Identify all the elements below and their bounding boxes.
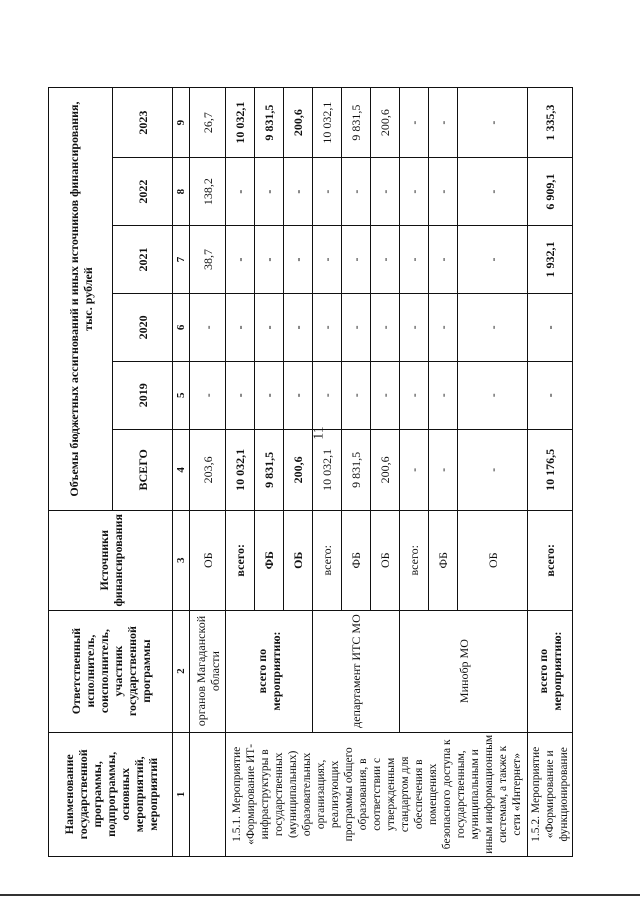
header-year: 2022 — [113, 158, 173, 226]
total-cell: - — [400, 429, 429, 510]
page-number: 11 — [311, 426, 327, 440]
value-cell: 26,7 — [190, 88, 226, 158]
value-cell: - — [400, 293, 429, 361]
header-funding-group: Объемы бюджетных ассигнований и иных источников финансирования, тыс. рублей — [49, 88, 113, 511]
value-cell: - — [371, 361, 400, 429]
value-cell: - — [284, 158, 313, 226]
value-cell: - — [255, 226, 284, 294]
value-cell: - — [284, 293, 313, 361]
value-cell: - — [313, 226, 342, 294]
name-cell-empty — [190, 732, 226, 856]
column-number: 6 — [173, 293, 190, 361]
executor-cell: всего по мероприятию: — [226, 610, 313, 732]
value-cell: - — [284, 226, 313, 294]
value-cell: 9 831,5 — [255, 88, 284, 158]
value-cell: - — [429, 88, 458, 158]
value-cell: 200,6 — [284, 88, 313, 158]
column-number: 2 — [173, 610, 190, 732]
header-executor: Ответственный исполнитель, соисполнитель, участник государственной программы — [49, 610, 173, 732]
total-cell: 10 032,1 — [313, 429, 342, 510]
value-cell: - — [342, 293, 371, 361]
total-cell: 9 831,5 — [255, 429, 284, 510]
value-cell: - — [429, 226, 458, 294]
value-cell: - — [255, 293, 284, 361]
value-cell: 38,7 — [190, 226, 226, 294]
table-row — [190, 88, 226, 857]
total-cell: - — [429, 429, 458, 510]
value-cell: 10 032,1 — [313, 88, 342, 158]
value-cell: - — [528, 293, 573, 361]
budget-table-container — [48, 87, 593, 857]
source-cell: ОБ — [190, 511, 226, 611]
header-total: ВСЕГО — [113, 429, 173, 510]
value-cell: 9 831,5 — [342, 88, 371, 158]
value-cell: 138,2 — [190, 158, 226, 226]
source-cell: ОБ — [284, 511, 313, 611]
column-number: 1 — [173, 732, 190, 856]
column-number-row — [173, 88, 190, 857]
value-cell: - — [313, 158, 342, 226]
value-cell: - — [342, 361, 371, 429]
total-cell: 9 831,5 — [342, 429, 371, 510]
value-cell: - — [458, 361, 528, 429]
value-cell: - — [190, 293, 226, 361]
source-cell: ОБ — [371, 511, 400, 611]
header-year: 2021 — [113, 226, 173, 294]
column-number: 8 — [173, 158, 190, 226]
total-cell: 200,6 — [284, 429, 313, 510]
value-cell: - — [371, 158, 400, 226]
source-cell: ФБ — [429, 511, 458, 611]
value-cell: - — [226, 361, 255, 429]
source-cell: всего: — [528, 511, 573, 611]
value-cell: - — [255, 361, 284, 429]
column-number: 9 — [173, 88, 190, 158]
source-cell: всего: — [313, 511, 342, 611]
executor-cell: всего по мероприятию: — [528, 610, 573, 732]
value-cell: - — [342, 226, 371, 294]
total-cell: 10 176,5 — [528, 429, 573, 510]
value-cell: - — [458, 226, 528, 294]
column-number: 7 — [173, 226, 190, 294]
executor-cell: органов Магаданской области — [190, 610, 226, 732]
value-cell: - — [313, 361, 342, 429]
column-number: 3 — [173, 511, 190, 611]
source-cell: ФБ — [342, 511, 371, 611]
value-cell: 200,6 — [371, 88, 400, 158]
total-cell: - — [458, 429, 528, 510]
executor-cell: департамент ИТС МО — [313, 610, 400, 732]
measure-name-cell: 1.5.2. Мероприятие «Формирование и функционирование — [528, 732, 573, 856]
total-cell: 200,6 — [371, 429, 400, 510]
value-cell: - — [400, 361, 429, 429]
source-cell: ФБ — [255, 511, 284, 611]
value-cell: - — [429, 158, 458, 226]
value-cell: - — [458, 158, 528, 226]
value-cell: 1 932,1 — [528, 226, 573, 294]
column-number: 4 — [173, 429, 190, 510]
header-year: 2020 — [113, 293, 173, 361]
value-cell: - — [226, 226, 255, 294]
value-cell: - — [342, 158, 371, 226]
value-cell: - — [371, 226, 400, 294]
value-cell: - — [371, 293, 400, 361]
value-cell: - — [458, 88, 528, 158]
value-cell: - — [284, 361, 313, 429]
total-cell: 10 032,1 — [226, 429, 255, 510]
source-cell: всего: — [226, 511, 255, 611]
table-row — [226, 88, 255, 857]
column-number: 5 — [173, 361, 190, 429]
value-cell: - — [400, 88, 429, 158]
total-cell: 203,6 — [190, 429, 226, 510]
executor-cell: Минобр МО — [400, 610, 528, 732]
source-cell: всего: — [400, 511, 429, 611]
value-cell: - — [400, 158, 429, 226]
header-year: 2023 — [113, 88, 173, 158]
header-source: Источники финансирования — [49, 511, 173, 611]
value-cell: - — [190, 361, 226, 429]
value-cell: - — [313, 293, 342, 361]
value-cell: - — [429, 361, 458, 429]
value-cell: 1 335,3 — [528, 88, 573, 158]
value-cell: 6 909,1 — [528, 158, 573, 226]
value-cell: - — [400, 226, 429, 294]
value-cell: - — [528, 361, 573, 429]
value-cell: - — [429, 293, 458, 361]
header-name: Наименование государственной программы, подпрограммы, основных мероприятий, мероприятий — [49, 732, 173, 856]
budget-table — [48, 87, 573, 857]
value-cell: - — [255, 158, 284, 226]
value-cell: - — [226, 293, 255, 361]
table-row — [528, 88, 573, 857]
measure-name-cell: 1.5.1. Мероприятие «Формирование ИТ-инфраструктуры в государственных (муниципальных) образовательных организациях, реализующих программы общего образования, в соответствии с утвержденным стандартом для обеспечения в помещениях безопасного доступа к государственным, муниципальным и иным информационным системам, а также к сети «Интернет» — [226, 732, 528, 856]
value-cell: 10 032,1 — [226, 88, 255, 158]
header-year: 2019 — [113, 361, 173, 429]
value-cell: - — [458, 293, 528, 361]
source-cell: ОБ — [458, 511, 528, 611]
value-cell: - — [226, 158, 255, 226]
bottom-rule — [0, 894, 640, 896]
header-row — [49, 88, 113, 857]
